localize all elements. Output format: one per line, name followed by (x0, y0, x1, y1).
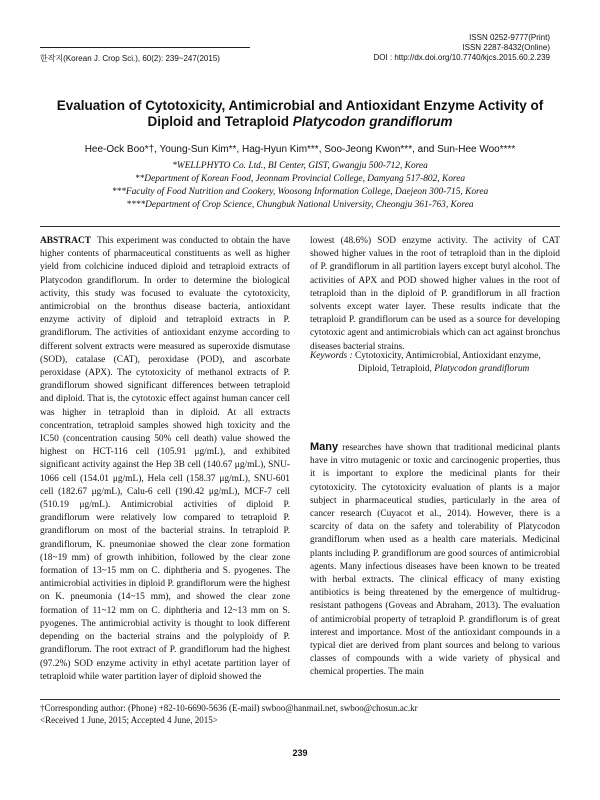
abstract-text-right: lowest (48.6%) SOD enzyme activity. The activity of CAT showed higher values in the root of tetraploid than in the diploid of P. grandiflorum in all partition layers except butyl alcohol. The activities of APX and POD showed higher values in the root of tetraploid than in the diploid of P. grandiflorum in all fraction solvents except water layer. These results indicate that the tetraploid P. grandiflorum can be used as a source for developing cytotoxic agent and antimicrobials which can act against bronchus diseases bacterial strains. (310, 236, 560, 352)
issn-doi-block (373, 33, 550, 63)
issn-online: ISSN 2287-8432(Online) (462, 43, 550, 52)
abstract-text-left: This experiment was conducted to obtain the have higher contents of pharmaceutical constituents as well as higher yield from colchicine induced diploid and tetraploid extracts of Platycodon grandiflorum. In order to determine the biological activity, this study was focused to evaluate the cytotoxicity, antimicrobial on the bronthus disease bacteria, antioxidant enzyme activity of diploid and tetraploid extracts in P. grandiflorum. The activities of antioxidant enzyme according to different solvent extracts were measured as superoxide dismutase (SOD), catalase (CAT), peroxidase (POD), and ascorbate peroxidase (APX). The cytotoxicity of methanol extracts of P. grandiflorum showed significant differences between tetraploid and diploid. That is, the cytotoxic effect against human cancer cell was higher in tetraploid than in diploid. At all extracts concentration, tetraploid samples showed high toxicity and the IC50 (concentration causing 50% cell death) value showed the highest on HCT-116 cell (105.91 μg/mL), and exhibited significant activity against the Hep 3B cell (140.67 μg/mL), SNU-1066 cell (154.01 μg/mL), Hela cell (158.37 μg/mL), SNU-601 cell (182.67 μg/mL), Calu-6 cell (190.42 μg/mL), MCF-7 cell (510.19 μg/mL). Antimicrobial activities of diploid P. grandiflorum were relatively low compared to tetraploid P. grandiflorum on most of the bacterial strains. In tetraploid P. grandiflorum, K. pneumoniae showed the clear zone formation (18~19 mm) of growth inhibition, followed by the clear zone formation of 13~15 mm on C. diphtheria and S. pyogenes. The antimicrobial activities in diploid P. grandiflorum were the highest on K. pneumonia (14~15 mm), and showed the clear zone formation of 11~12 mm on C. diphtheria and 12~13 mm on S. pyogenes. The antimicrobial activity is thought to look different depending on the bacterial strains and the polyploidy of P. grandiflorum. The root extract of P. grandiflorum had the highest (97.2%) SOD enzyme activity in ethyl acetate partition layer of tetraploid while water partition layer of diploid showed the (40, 236, 290, 682)
paper-title (40, 98, 560, 130)
keywords-label: Keywords : (310, 351, 353, 361)
journal-citation: 한작지(Korean J. Crop Sci.), 60(2): 239~247(2015) (40, 54, 220, 63)
keywords-line-2: Diploid, Tetraploid, Platycodon grandiflorum (358, 364, 530, 375)
header-rule (40, 47, 250, 48)
abstract-heading: ABSTRACT (40, 236, 92, 246)
footnote-rule (40, 699, 560, 700)
abstract-left-column (40, 235, 290, 684)
affiliation-3: ***Faculty of Food Nutrition and Cookery, Woosong Information College, Daejeon 300-715, Korea (111, 187, 489, 197)
doi-link[interactable]: DOI : http://dx.doi.org/10.7740/kjcs.2015.60.2.239 (373, 53, 550, 62)
affiliation-1: *WELLPHYTO Co. Ltd., BI Center, GIST, Gwangju 500-712, Korea (172, 161, 428, 171)
intro-body: researches have shown that traditional medicinal plants have in vitro mutagenic or toxic and carcinogenic properties, thus it is important to explore the medicinal plants for their cytotoxicity. The cytotoxicity evaluation of plants is a major subject in pharmaceutical studies, particularly in the area of cancer research (Cuyacot et al., 2014). However, there is a scarcity of data on the safety and tolerability of Platycodon grandiflorum when used as a health care materials. Medicinal plants including P. grandiflorum are good sources of antimicrobial agents. Many infectious diseases have been known to be treated with herbal extracts. The clinical efficacy of many existing antibiotics is being threatened by the emergence of multidrug-resistant pathogens (Goveas and Abraham, 2013). The evaluation of antimicrobial property of tetraploid P. grandiflorum is of great interest and importance. Most of the antioxidant compounds in a typical diet are derived from plant sources and belong to various classes of compounds with a wide variety of physical and chemical properties. The main (310, 443, 560, 678)
abstract-right-column (310, 235, 560, 354)
corresponding-author: †Corresponding author: (Phone) +82-10-6690-5636 (E-mail) swboo@hanmail.net, swboo@chosun.ac.kr (40, 703, 418, 713)
affiliation-4: ****Department of Crop Science, Chungbuk National University, Cheongju 361-763, Korea (126, 200, 474, 210)
keywords-block (310, 350, 560, 376)
keywords-line-1: Cytotoxicity, Antimicrobial, Antioxidant enzyme, (354, 351, 541, 361)
abstract-top-rule (40, 226, 560, 227)
affiliation-2: **Department of Korean Food, Jeonnam Provincial College, Damyang 517-802, Korea (134, 174, 466, 184)
title-line-2: Diploid and Tetraploid Platycodon grandiflorum (147, 114, 453, 129)
footnote (40, 703, 418, 726)
issn-print: ISSN 0252-9777(Print) (469, 33, 550, 42)
title-line-1: Evaluation of Cytotoxicity, Antimicrobial and Antioxidant Enzyme Activity of (56, 98, 544, 113)
affiliations (40, 160, 560, 212)
received-accepted: <Received 1 June, 2015; Accepted 4 June, 2015> (40, 714, 218, 725)
page-number: 239 (292, 748, 308, 758)
intro-lead-word: Many (310, 441, 339, 453)
introduction-text (310, 441, 560, 680)
author-list: Hee-Ock Boo*†, Young-Sun Kim**, Hag-Hyun Kim***, Soo-Jeong Kwon***, and Sun-Hee Woo**** (84, 144, 516, 155)
